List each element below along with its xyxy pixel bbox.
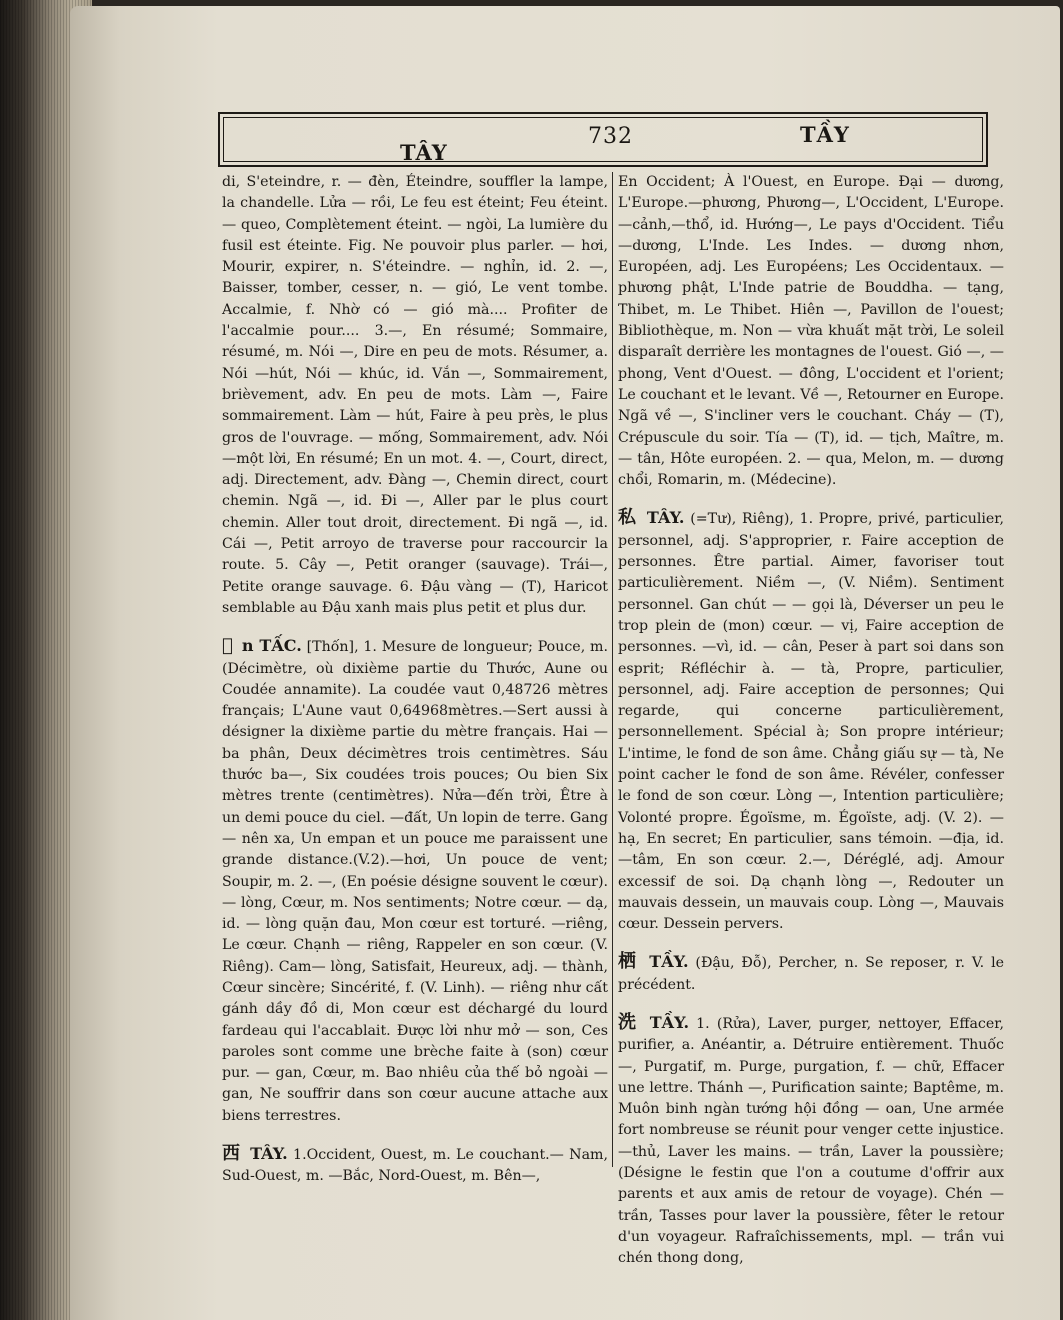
- entry-tac: [222, 635, 608, 1127]
- header-left-word: TÂY: [400, 140, 448, 165]
- entry-tay-wash: [618, 1012, 1004, 1270]
- column-divider: [612, 172, 613, 1167]
- page-number: 732: [588, 124, 633, 149]
- chinese-character-glyph: 西: [222, 1143, 241, 1165]
- entry-tay-private: [618, 507, 1004, 935]
- headword: n TẤC.: [241, 636, 302, 656]
- running-header: [218, 112, 988, 167]
- definition-text: (=Tư), Riêng), 1. Propre, privé, particulier, personnel, adj. S'approprier, r. Faire acception de personnes. Être partial. Aimer, favoriser tout particulièrement. Niềm —, (V. Niềm). Sentiment personnel. Gan chút — — gọi là, Déverser un peu le trop plein de (mon) cœur. — vị, Faire acception de personnes. —vì, id. — cân, Peser à part soi dans son esprit; Réfléchir à. — tà, Propre, particulier, personnel, adj. Faire acception de personnes; Qui regarde, qui concerne particulièrement, personnellement. Spécial à; Son propre intérieur; L'intime, le fond de son âme. Chẳng giấu sự — tà, Ne point cacher le fond de son âme. Révéler, confesser le fond de son cœur. Lòng —, Intention particulière; Volonté propre. Égoïsme, m. Égoïste, adj. (V. 2). — hạ, En secret; En particulier, sans témoin. —địa, id. —tâm, En son cœur. 2.—, Déréglé, adj. Amour excessif de soi. Dạ chạnh lòng —, Redouter un mauvais dessein, un mauvais coup. Lòng —, Mauvais cœur. Dessein pervers.: [618, 511, 1005, 933]
- headword: TÂY.: [646, 508, 685, 528]
- chinese-character-glyph: 私: [618, 507, 638, 529]
- definition-text: 1. (Rửa), Laver, purger, nettoyer, Effacer, purifier, a. Anéantir, a. Détruire entièrement. Thuốc —, Purgatif, m. Purge, purgation, f. — chữ, Effacer une lettre. Thánh —, Purification sainte; Baptême, m. Muôn binh ngàn tướng hội đồng — oan, Une armée fort nombreuse se réunit pour venger cette injustice.—thủ, Laver les mains. — trần, Laver la poussière; (Désigne le festin que l'on a coutume d'offrir aux parents et aux amis de retour de voyage). Chén — trần, Tasses pour laver la poussière, fêter le retour d'un voyageur. Rafraîchissements, mpl. — trần vui chén thong dong,: [618, 1015, 1005, 1267]
- chinese-character-glyph: 𡬷: [222, 635, 234, 657]
- right-column: [618, 172, 1004, 1270]
- chinese-character-glyph: 洗: [618, 1011, 639, 1033]
- definition-text: [Thốn], 1. Mesure de longueur; Pouce, m. (Décimètre, où dixième partie du Thước, Aune ou Coudée annamite). La coudée vaut 0,48726 mètres français; L'Aune vaut 0,64968mètres.—Sert aussi à désigner la dixième partie du mètre français. Hai — ba phân, Deux décimètres trois centimètres. Sáu thước ba—, Six coudées trois pouces; Ou bien Six mètres trente (centimètres). Nửa—đến trời, Être à un demi pouce du ciel. —đất, Un lopin de terre. Gang — nên xa, Un empan et un pouce me paraissent une grande distance.(V.2).—hơi, Un pouce de vent; Soupir, m. 2. —, (En poésie désigne souvent le cœur). — lòng, Cœur, m. Nos sentiments; Notre cœur. — dạ, id. — lòng quặn đau, Mon cœur est torturé. —riêng, Le cœur. Chạnh — riêng, Rappeler en son cœur. (V. Riêng). Cam— lòng, Satisfait, Heureux, adj. — thành, Cœur sincère; Sincérité, f. (V. Linh). — riêng như cất gánh dầy đồ di, Mon cœur est déchargé du lourd fardeau qui l'accablait. Được lời như mở — son, Ces paroles sont comme une brèche faite à (son) cœur pur. — gan, Cœur, m. Bao nhiêu của thế bỏ ngoài — gan, Ne souffrir dans son cœur aucune attache aux biens terrestres.: [222, 639, 608, 1124]
- headword: TẦY.: [649, 1012, 690, 1032]
- entry-tay-west: [222, 1143, 608, 1188]
- left-column: [222, 172, 608, 1188]
- entry-continuation-right: En Occident; À l'Ouest, en Europe. Đại — dương, L'Europe.—phương, Phương—, L'Occident, L'Europe.—cảnh,—thổ, id. Hướng—, Le pays d'Occident. Tiểu —dương, L'Inde. Les Indes. — dương nhơn, Européen, adj. Les Européens; Les Occidentaux. — phương phật, L'Inde patrie de Bouddha. — tạng, Thibet, m. Le Thibet. Hiên —, Pavillon de l'ouest; Bibliothèque, m. Non — vừa khuất mặt trời, Le soleil disparaît derrière les montagnes de l'ouest. Gió —, — phong, Vent d'Ouest. — đông, L'occident et l'orient; Le couchant et le levant. Về —, Retourner en Europe. Ngã về —, S'incliner vers le couchant. Cháy — (T), Crépuscule du soir. Tía — (T), id. — tịch, Maître, m. — tân, Hôte européen. 2. — qua, Melon, m. — dương chổi, Romarin, m. (Médecine).: [618, 174, 1004, 489]
- header-right-word: TẦY: [800, 122, 850, 147]
- chinese-character-glyph: 栖: [618, 951, 639, 973]
- entry-continuation-left: di, S'eteindre, r. — đèn, Éteindre, souffler la lampe, la chandelle. Lửa — rồi, Le feu est éteint; Feu éteint. — queo, Complètement éteint. — ngòi, La lumière du fusil est éteinte. Fig. Ne pouvoir plus parler. — hơi, Mourir, expirer, n. S'éteindre. — nghỉn, id. 2. —, Baisser, tomber, cesser, n. — gió, Le vent tombe. Accalmie, f. Nhờ có — gió mà.... Profiter de l'accalmie pour.... 3.—, En résumé; Sommaire, résumé, m. Nói —, Dire en peu de mots. Résumer, a. Nói —hút, Nói — khúc, id. Vắn —, Sommairement, brièvement, adv. En peu de mots. Làm —, Faire sommairement. Làm — hút, Faire à peu près, le plus gros de l'ouvrage. — mống, Sommairement, adv. Nói—một lời, En résumé; En un mot. 4. —, Court, direct, adj. Directement, adv. Đàng —, Chemin direct, court chemin. Ngã —, id. Đi —, Aller par le plus court chemin. Aller tout droit, directement. Đi ngã —, id. Cái —, Petit arroyo de traverse pour raccourcir la route. 5. Cây —, Petit oranger (sauvage). Trái—, Petite orange sauvage. 6. Đậu vàng — (T), Haricot semblable au Đậu xanh mais plus petit et plus dur.: [222, 174, 608, 616]
- headword: TÂY.: [250, 1144, 288, 1164]
- definition-text: (Đậu, Đỗ), Percher, n. Se reposer, r. V. le précédent.: [618, 955, 1004, 993]
- entry-tay-perch: [618, 951, 1004, 996]
- definition-text: 1.Occident, Ouest, m. Le couchant.— Nam, Sud-Ouest, m. —Bắc, Nord-Ouest, m. Bên—,: [222, 1147, 609, 1185]
- headword: TẦY.: [649, 952, 689, 972]
